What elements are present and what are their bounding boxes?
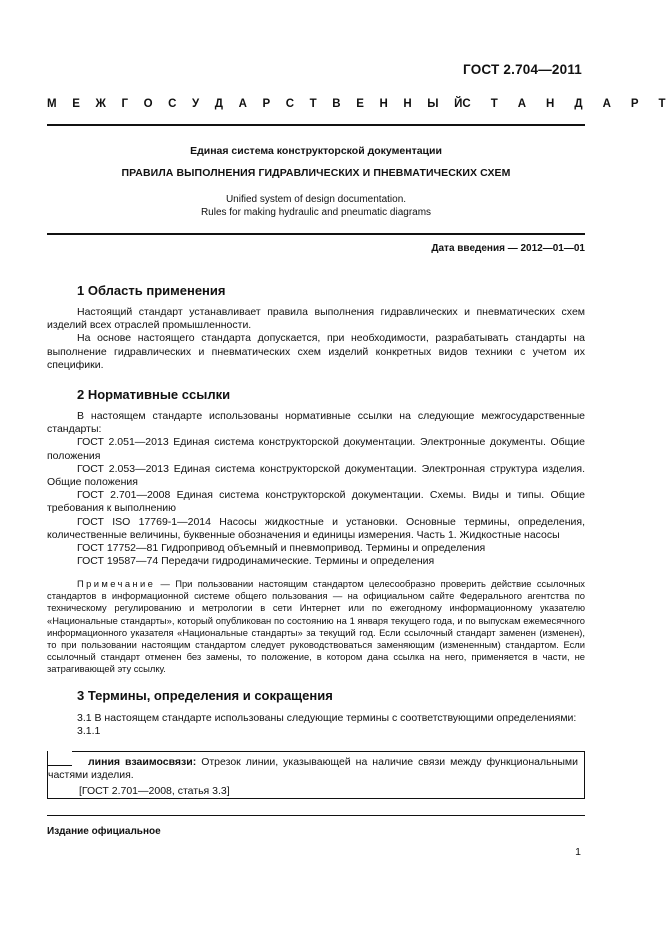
reference-item: ГОСТ ISO 17769-1—2014 Насосы жидкостные и установки. Основные термины, определения, количественные величины, буквенные обозначения и единицы измерения. Часть 1. Жидкостные насосы <box>47 515 585 541</box>
banner-letter: С <box>462 98 471 110</box>
section-1-body <box>47 306 585 372</box>
section-1-paragraph-2: На основе настоящего стандарта допускается, при необходимости, разрабатывать стандарты на выполнение гидравлических и пневматических схем изделий конкретных видов техники с учетом их специфики. <box>47 332 585 371</box>
doc-number: ГОСТ 2.704—2011 <box>463 62 582 77</box>
note-text: — При пользовании настоящим стандартом целесообразно проверить действие ссылочных стандартов в информационной системе общего пользования — на официальном сайте Федерального агентства по техническому регулированию и метрологии в сети Интернет или по ежегодному информационному указателю «Национальные стандарты», который опубликован по состоянию на 1 января текущего года, и по выпускам ежемесячного информационного указателя «Национальные стандарты» за текущий год. Если ссылочный стандарт заменен (изменен), то при пользовании настоящим стандартом следует руководствоваться заменяющим (измененным) стандартом. Если ссылочный стандарт отменен без замены, то положение, в котором дана ссылка на него, применяется в части, не затрагивающей эту ссылку. <box>47 578 585 675</box>
standard-type-banner <box>47 98 666 110</box>
box-top-border <box>72 751 584 752</box>
banner-letter: Р <box>630 98 639 110</box>
standard-type-word-1 <box>47 98 462 110</box>
term-definition-text: Отрезок линии, указывающей на наличие связи между функциональными частями изделия. <box>48 756 579 782</box>
banner-letter: Т <box>309 98 317 110</box>
banner-letter: С <box>168 98 177 110</box>
standard-type-word-2 <box>462 98 665 110</box>
header-divider <box>47 124 585 126</box>
banner-letter: О <box>143 98 153 110</box>
banner-letter: Н <box>403 98 412 110</box>
banner-letter: Й <box>454 98 463 110</box>
banner-letter: А <box>602 98 611 110</box>
reference-item: ГОСТ 2.051—2013 Единая система конструкторской документации. Электронные документы. Общие положения <box>47 436 585 462</box>
term-name: линия взаимосвязи: <box>88 756 197 768</box>
footer-divider <box>47 815 585 816</box>
banner-letter: С <box>285 98 295 110</box>
title-divider <box>47 233 585 235</box>
banner-letter: Н <box>379 98 388 110</box>
section-3-body <box>47 712 585 738</box>
banner-letter: Ы <box>427 98 439 110</box>
banner-letter: Г <box>121 98 128 110</box>
banner-letter: Т <box>490 98 498 110</box>
banner-letter: А <box>238 98 247 110</box>
term-definition-box <box>47 751 585 799</box>
reference-item: ГОСТ 17752—81 Гидропривод объемный и пневмопривод. Термины и определения <box>77 542 486 555</box>
banner-letter: Е <box>356 98 364 110</box>
section-1-heading: 1 Область применения <box>77 283 226 298</box>
section-2-heading: 2 Нормативные ссылки <box>77 387 231 402</box>
banner-letter: М <box>47 98 57 110</box>
clause-3-1: 3.1 В настоящем стандарте использованы следующие термины с соответствующими определениями: <box>77 712 577 724</box>
page-number: 1 <box>575 846 581 858</box>
banner-letter: Р <box>262 98 271 110</box>
reference-item: ГОСТ 2.053—2013 Единая система конструкторской документации. Электронная структура изделия. Общие положения <box>47 462 585 489</box>
section-3-heading: 3 Термины, определения и сокращения <box>77 688 333 703</box>
section-1-paragraph-1: Настоящий стандарт устанавливает правила выполнения гидравлических и пневматических схем изделий всех отраслей промышленности. <box>47 306 585 332</box>
intro-date: Дата введения — 2012—01—01 <box>431 243 585 254</box>
banner-letter: Ж <box>95 98 106 110</box>
official-edition-label: Издание официальное <box>47 826 161 837</box>
banner-letter: Н <box>546 98 555 110</box>
english-title-line-2: Rules for making hydraulic and pneumatic diagrams <box>200 207 432 218</box>
note-label: Примечание <box>77 578 156 589</box>
reference-item: ГОСТ 19587—74 Передачи гидродинамические. Термины и определения <box>77 555 435 568</box>
banner-letter: Д <box>214 98 223 110</box>
banner-letter: В <box>332 98 341 110</box>
reference-item: ГОСТ 2.701—2008 Единая система конструкторской документации. Схемы. Виды и типы. Общие требования к выполнению <box>47 489 585 515</box>
section-2-body <box>47 410 585 568</box>
section-2-intro: В настоящем стандарте использованы нормативные ссылки на следующие межгосударственные стандарты: <box>47 410 585 436</box>
main-title: ПРАВИЛА ВЫПОЛНЕНИЯ ГИДРАВЛИЧЕСКИХ И ПНЕВМАТИЧЕСКИХ СХЕМ <box>121 167 511 179</box>
banner-letter: Д <box>574 98 583 110</box>
english-title-line-1: Unified system of design documentation. <box>225 194 407 205</box>
banner-letter: Е <box>72 98 80 110</box>
references-note <box>47 578 585 676</box>
banner-letter: У <box>192 98 200 110</box>
clause-3-1-1-number: 3.1.1 <box>77 725 101 738</box>
term-source: [ГОСТ 2.701—2008, статья 3.3] <box>79 785 230 798</box>
banner-letter: Т <box>658 98 666 110</box>
system-title: Единая система конструкторской документации <box>190 145 442 157</box>
term-definition <box>48 756 578 799</box>
banner-letter: А <box>517 98 527 110</box>
